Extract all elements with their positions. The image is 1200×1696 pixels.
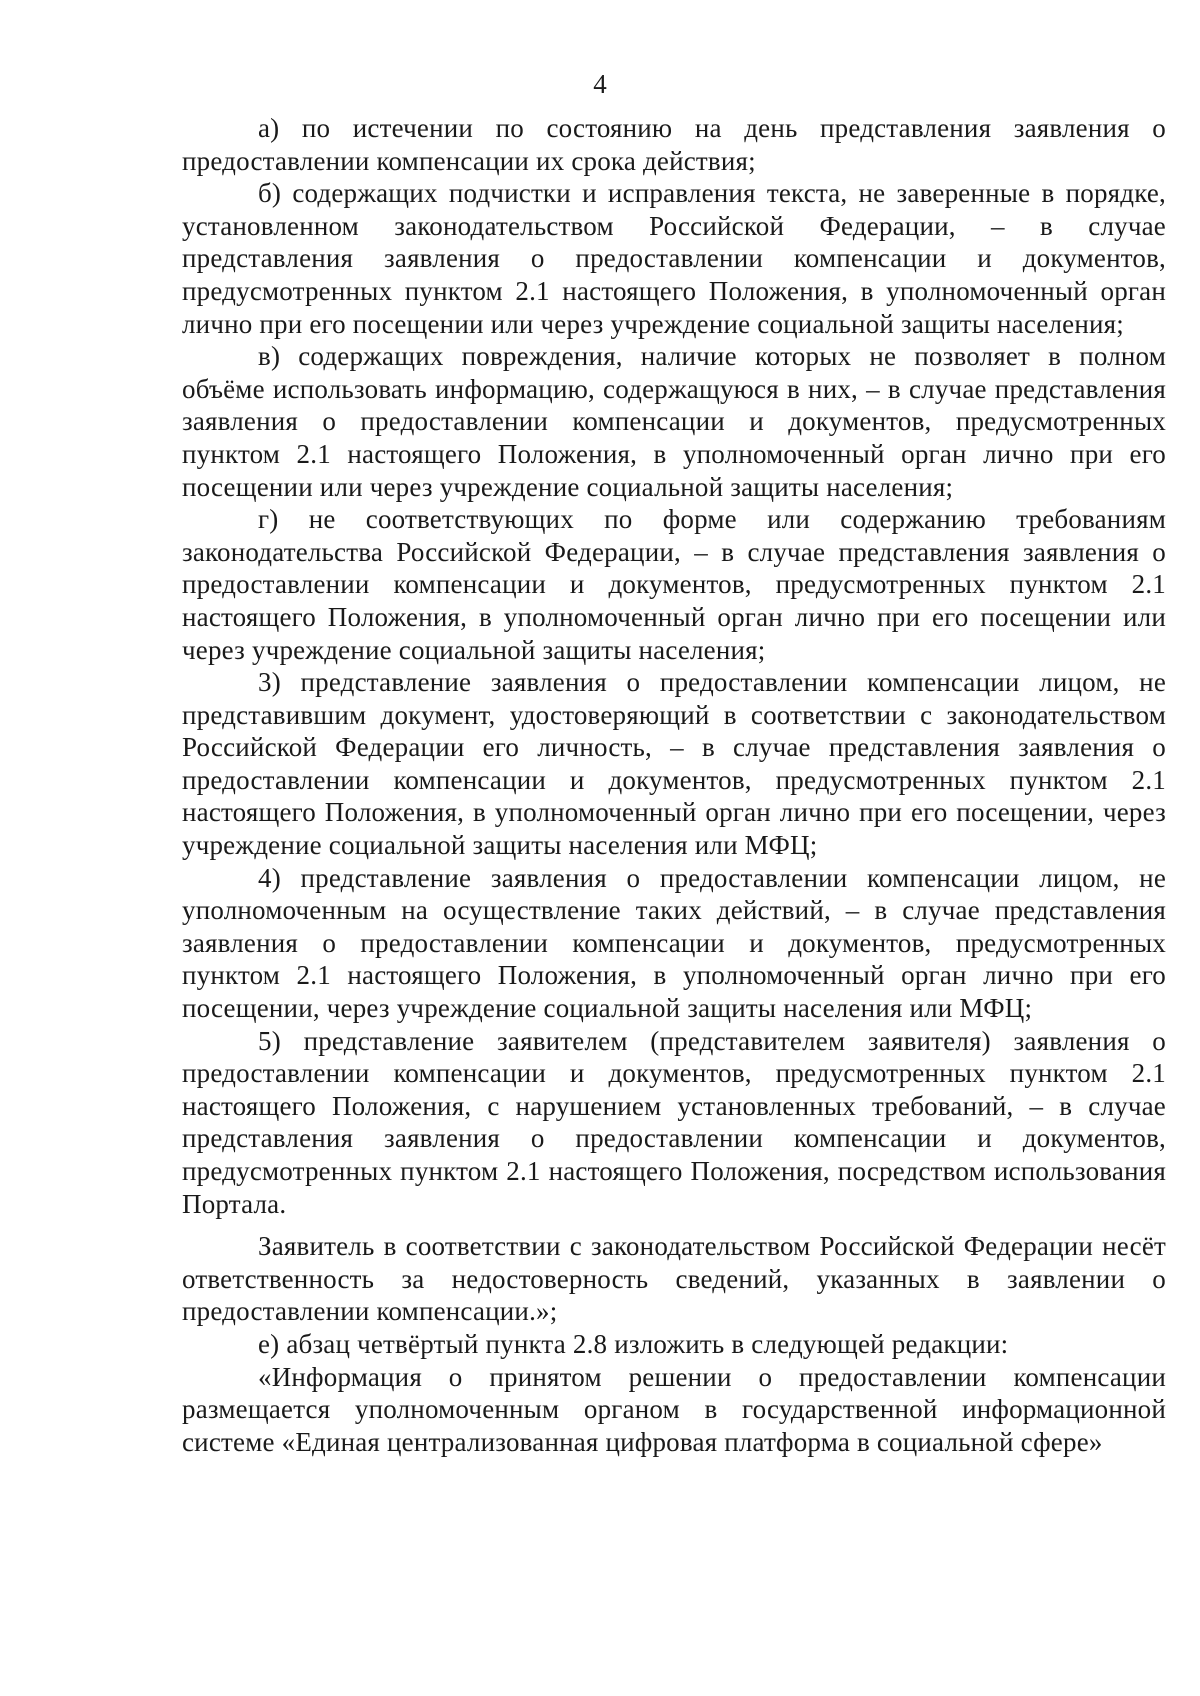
document-body (182, 112, 1166, 1458)
paragraph-information: «Информация о принятом решении о предоставлении компенсации размещается уполномоченным органом в государственной информационной системе «Единая централизованная цифровая платформа в социальной сфере» (182, 1361, 1166, 1457)
page-number: 4 (593, 69, 607, 99)
paragraph-e: е) абзац четвёртый пункта 2.8 изложить в следующей редакции: (258, 1328, 1009, 1359)
paragraph-g: г) не соответствующих по форме или содержанию требованиям законодательства Российской Федерации, – в случае представления заявления о предоставлении компенсации и документов, предусмотренных пунктом 2.1 настоящего Положения, в уполномоченный орган лично при его посещении или через учреждение социальной защиты населения; (182, 504, 1166, 665)
paragraph-b: б) содержащих подчистки и исправления текста, не заверенные в порядке, установленном законодательством Российской Федерации, – в случае представления заявления о предоставлении компенсации и документов, предусмотренных пунктом 2.1 настоящего Положения, в уполномоченный орган лично при его посещении или через учреждение социальной защиты населения; (182, 178, 1166, 339)
paragraph-4: 4) представление заявления о предоставлении компенсации лицом, не уполномоченным на осуществление таких действий, – в случае представления заявления о предоставлении компенсации и документов, предусмотренных пунктом 2.1 настоящего Положения, в уполномоченный орган лично при его посещении, через учреждение социальной защиты населения или МФЦ; (182, 862, 1166, 1024)
paragraph-3: 3) представление заявления о предоставлении компенсации лицом, не представившим документ, удостоверяющий в соответствии с законодательством Российской Федерации его личность, – в случае представления заявления о предоставлении компенсации и документов, предусмотренных пунктом 2.1 настоящего Положения, в уполномоченный орган лично при его посещении, через учреждение социальной защиты населения или МФЦ; (182, 667, 1166, 861)
paragraph-5: 5) представление заявителем (представителем заявителя) заявления о предоставлении компенсации и документов, предусмотренных пунктом 2.1 настоящего Положения, с нарушением установленных требований, – в случае представления заявления о предоставлении компенсации и документов, предусмотренных пунктом 2.1 настоящего Положения, посредством использования Портала. (182, 1025, 1166, 1219)
paragraph-a: а) по истечении по состоянию на день представления заявления о предоставлении компенсации их срока действия; (182, 113, 1166, 176)
paragraph-applicant-responsibility: Заявитель в соответствии с законодательством Российской Федерации несёт ответственность за недостоверность сведений, указанных в заявлении о предоставлении компенсации.»; (182, 1231, 1166, 1327)
paragraph-v: в) содержащих повреждения, наличие которых не позволяет в полном объёме использовать информацию, содержащуюся в них, – в случае представления заявления о предоставлении компенсации и документов, предусмотренных пунктом 2.1 настоящего Положения, в уполномоченный орган лично при его посещении или через учреждение социальной защиты населения; (182, 341, 1166, 502)
